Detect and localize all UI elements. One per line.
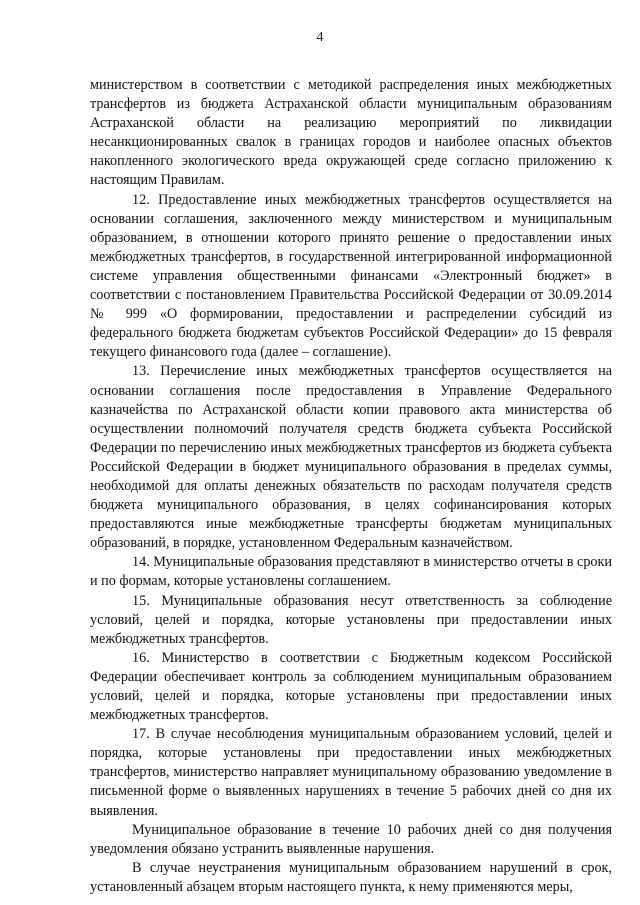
document-body: [90, 76, 612, 897]
paragraph-13: 13. Перечисление иных межбюджетных трансфертов осуществляется на основании соглашения после предоставления в Управление Федерального казначейства по Астраханской области копии правового акта министерства об осуществлении полномочий получателя средств бюджета субъекта Российской Федерации по перечислению иных межбюджетных трансфертов из бюджета субъекта Российской Федерации в бюджет муниципального образования в пределах суммы, необходимой для оплаты денежных обязательств по расходам получателя средств бюджета муниципального образования, в целях софинансирования которых предоставляются иные межбюджетные трансферты бюджетам муниципальных образований, в порядке, установленном Федеральным казначейством.: [90, 363, 612, 552]
paragraph-12: 12. Предоставление иных межбюджетных трансфертов осуществляется на основании соглашения, заключенного между министерством и муниципальным образованием, в отношении которого принято решение о предоставлении иных межбюджетных трансфертов, в государственной интегрированной информационной системе управления общественными финансами «Электронный бюджет» в соответствии с постановлением Правительства Российской Федерации от 30.09.2014 № 999 «О формировании, предоставлении и распределении субсидий из федерального бюджета бюджетам субъектов Российской Федерации» до 15 февраля текущего финансового года (далее – соглашение).: [90, 191, 612, 361]
paragraph-17-third: В случае неустранения муниципальным образованием нарушений в срок, установленный абзацем вторым настоящего пункта, к нему применяются меры,: [90, 859, 612, 895]
paragraph-14: 14. Муниципальные образования представляют в министерство отчеты в сроки и по формам, которые установлены соглашением.: [90, 554, 612, 590]
page-number: 4: [316, 30, 324, 45]
paragraph-17-second: Муниципальное образование в течение 10 рабочих дней со дня получения уведомления обязано устранить выявленные нарушения.: [90, 821, 612, 857]
paragraph-16: 16. Министерство в соответствии с Бюджетным кодексом Российской Федерации обеспечивает контроль за соблюдением муниципальным образованием условий, целей и порядка, которые установлены при предоставлении иных межбюджетных трансфертов.: [90, 649, 612, 724]
paragraph-continuation: министерством в соответствии с методикой распределения иных межбюджетных трансфертов из бюджета Астраханской области муниципальным образованиям Астраханской области на реализацию мероприятий по ликвидации несанкционированных свалок в границах городов и наиболее опасных объектов накопленного экологического вреда окружающей среде согласно приложению к настоящим Правилам.: [90, 77, 612, 189]
paragraph-17: 17. В случае несоблюдения муниципальным образованием условий, целей и порядка, которые установлены при предоставлении иных межбюджетных трансфертов, министерство направляет муниципальному образованию уведомление в письменной форме о выявленных нарушениях в течение 5 рабочих дней со дня их выявления.: [90, 726, 612, 819]
paragraph-15: 15. Муниципальные образования несут ответственность за соблюдение условий, целей и порядка, которые установлены при предоставлении иных межбюджетных трансфертов.: [90, 592, 612, 647]
